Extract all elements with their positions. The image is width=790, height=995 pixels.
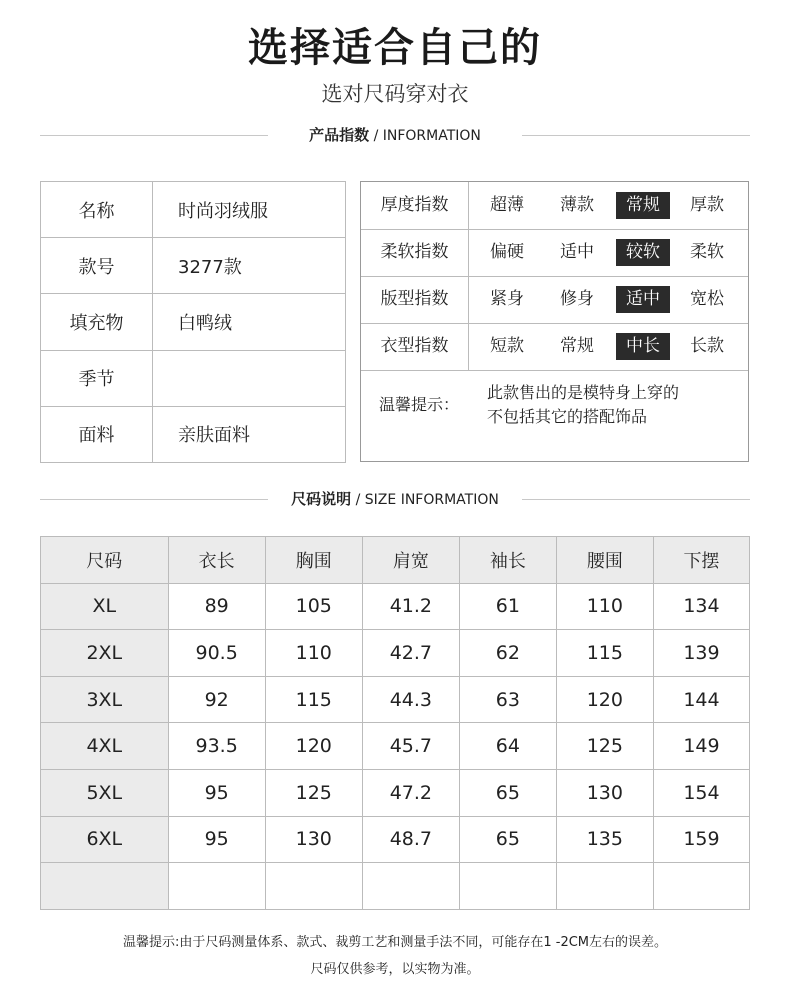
info-key: 款号 bbox=[41, 238, 153, 294]
tip-box bbox=[361, 370, 748, 461]
footer-note-2: 尺码仅供参考，以实物为准。 bbox=[310, 962, 480, 977]
size-value-cell: 120 bbox=[265, 723, 362, 770]
size-value-cell: 45.7 bbox=[362, 723, 459, 770]
index-option-selected: 适中 bbox=[616, 286, 670, 313]
product-info-table bbox=[40, 181, 346, 463]
size-value-cell: 90.5 bbox=[168, 630, 265, 677]
footer-note: 温馨提示:由于尺码测量体系、款式、裁剪工艺和测量手法不同，可能存在1 -2CM左右的误差。 bbox=[122, 935, 668, 950]
size-value-cell: 125 bbox=[265, 769, 362, 816]
size-row bbox=[41, 583, 750, 630]
index-row bbox=[361, 323, 748, 371]
size-value-cell: 47.2 bbox=[362, 769, 459, 816]
size-value-cell: 65 bbox=[459, 769, 556, 816]
size-label-cell: 5XL bbox=[41, 769, 169, 816]
size-value-cell: 115 bbox=[556, 630, 653, 677]
index-name: 柔软指数 bbox=[361, 229, 469, 276]
size-value-cell: 65 bbox=[459, 816, 556, 863]
index-option: 偏硬 bbox=[490, 242, 524, 262]
index-option-selected: 较软 bbox=[616, 239, 670, 266]
size-value-cell: 149 bbox=[653, 723, 749, 770]
index-row bbox=[361, 276, 748, 324]
index-option-selected: 中长 bbox=[616, 333, 670, 360]
index-option: 常规 bbox=[560, 336, 594, 356]
size-header-cell: 袖长 bbox=[459, 537, 556, 584]
page-subtitle: 选对尺码穿对衣 bbox=[321, 82, 469, 106]
tip-line: 此款售出的是模特身上穿的 bbox=[487, 383, 680, 402]
size-value-cell: 41.2 bbox=[362, 583, 459, 630]
index-option: 修身 bbox=[560, 289, 594, 309]
size-value-cell: 89 bbox=[168, 583, 265, 630]
index-name: 衣型指数 bbox=[361, 323, 469, 370]
section-label-en: / INFORMATION bbox=[369, 128, 481, 144]
size-value-cell bbox=[653, 863, 749, 910]
index-option: 厚款 bbox=[690, 195, 724, 215]
product-section-heading bbox=[40, 125, 750, 145]
size-header-cell: 尺码 bbox=[41, 537, 169, 584]
info-key: 名称 bbox=[41, 182, 153, 238]
size-value-cell: 42.7 bbox=[362, 630, 459, 677]
info-row bbox=[41, 350, 346, 406]
index-name: 厚度指数 bbox=[361, 182, 469, 229]
info-row bbox=[41, 406, 346, 462]
info-value bbox=[153, 350, 346, 406]
size-value-cell bbox=[556, 863, 653, 910]
size-value-cell bbox=[265, 863, 362, 910]
index-name: 版型指数 bbox=[361, 276, 469, 323]
index-option: 薄款 bbox=[560, 195, 594, 215]
index-option-selected: 常规 bbox=[616, 192, 670, 219]
size-row bbox=[41, 676, 750, 723]
size-value-cell bbox=[362, 863, 459, 910]
size-label-cell bbox=[41, 863, 169, 910]
size-value-cell: 110 bbox=[265, 630, 362, 677]
info-key: 季节 bbox=[41, 350, 153, 406]
size-value-cell: 134 bbox=[653, 583, 749, 630]
size-value-cell: 154 bbox=[653, 769, 749, 816]
section-label bbox=[40, 125, 750, 146]
index-option: 适中 bbox=[560, 242, 594, 262]
size-header-cell: 衣长 bbox=[168, 537, 265, 584]
size-header-cell: 胸围 bbox=[265, 537, 362, 584]
size-value-cell: 61 bbox=[459, 583, 556, 630]
info-value: 3277款 bbox=[153, 238, 346, 294]
tip-label: 温馨提示： bbox=[379, 395, 460, 414]
tip-line: 不包括其它的搭配饰品 bbox=[487, 407, 648, 426]
size-value-cell bbox=[459, 863, 556, 910]
size-value-cell: 93.5 bbox=[168, 723, 265, 770]
size-header-cell: 腰围 bbox=[556, 537, 653, 584]
size-section-heading bbox=[40, 489, 750, 509]
size-row bbox=[41, 863, 750, 910]
info-value: 白鸭绒 bbox=[153, 294, 346, 350]
size-value-cell: 125 bbox=[556, 723, 653, 770]
size-value-cell: 130 bbox=[265, 816, 362, 863]
size-row bbox=[41, 630, 750, 677]
size-value-cell: 110 bbox=[556, 583, 653, 630]
size-label-cell: 4XL bbox=[41, 723, 169, 770]
size-row bbox=[41, 816, 750, 863]
size-table bbox=[40, 536, 750, 910]
size-label-cell: 6XL bbox=[41, 816, 169, 863]
index-option: 短款 bbox=[490, 336, 524, 356]
section-label-cn: 产品指数 bbox=[309, 126, 370, 144]
size-value-cell: 135 bbox=[556, 816, 653, 863]
size-value-cell: 64 bbox=[459, 723, 556, 770]
info-key: 面料 bbox=[41, 406, 153, 462]
size-header-cell: 下摆 bbox=[653, 537, 749, 584]
size-value-cell: 139 bbox=[653, 630, 749, 677]
size-value-cell: 92 bbox=[168, 676, 265, 723]
index-option: 柔软 bbox=[690, 242, 724, 262]
size-value-cell: 120 bbox=[556, 676, 653, 723]
index-row bbox=[361, 182, 748, 230]
info-row bbox=[41, 182, 346, 238]
size-value-cell: 48.7 bbox=[362, 816, 459, 863]
size-value-cell: 44.3 bbox=[362, 676, 459, 723]
size-label-cell: 2XL bbox=[41, 630, 169, 677]
index-panel bbox=[360, 181, 749, 462]
index-row bbox=[361, 229, 748, 277]
index-option: 长款 bbox=[690, 336, 724, 356]
page-title: 选择适合自己的 bbox=[248, 25, 542, 71]
size-value-cell: 130 bbox=[556, 769, 653, 816]
size-table-header bbox=[41, 537, 750, 584]
size-value-cell: 63 bbox=[459, 676, 556, 723]
section-label-cn: 尺码说明 bbox=[291, 490, 352, 508]
size-value-cell: 62 bbox=[459, 630, 556, 677]
size-value-cell: 159 bbox=[653, 816, 749, 863]
section-label-en: / SIZE INFORMATION bbox=[351, 492, 499, 508]
info-key: 填充物 bbox=[41, 294, 153, 350]
size-value-cell: 105 bbox=[265, 583, 362, 630]
size-value-cell bbox=[168, 863, 265, 910]
size-value-cell: 115 bbox=[265, 676, 362, 723]
size-row bbox=[41, 723, 750, 770]
size-label-cell: 3XL bbox=[41, 676, 169, 723]
size-label-cell: XL bbox=[41, 583, 169, 630]
size-value-cell: 95 bbox=[168, 769, 265, 816]
size-row bbox=[41, 769, 750, 816]
info-row bbox=[41, 238, 346, 294]
index-option: 紧身 bbox=[490, 289, 524, 309]
info-value: 时尚羽绒服 bbox=[153, 182, 346, 238]
info-value: 亲肤面料 bbox=[153, 406, 346, 462]
size-header-cell: 肩宽 bbox=[362, 537, 459, 584]
size-value-cell: 95 bbox=[168, 816, 265, 863]
index-option: 超薄 bbox=[490, 195, 524, 215]
index-option: 宽松 bbox=[690, 289, 724, 309]
section-label bbox=[40, 489, 750, 510]
size-value-cell: 144 bbox=[653, 676, 749, 723]
info-row bbox=[41, 294, 346, 350]
